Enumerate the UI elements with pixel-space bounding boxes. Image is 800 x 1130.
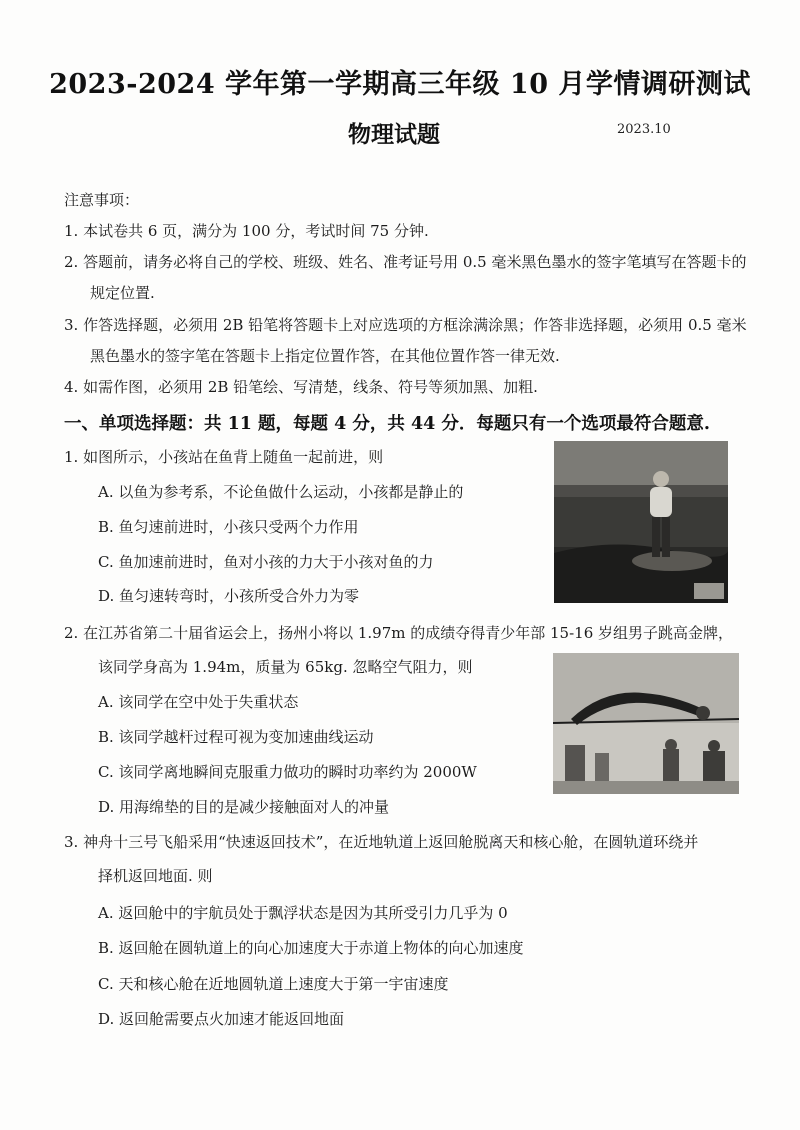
- option: C. 天和核心舱在近地圆轨道上速度大于第一宇宙速度: [98, 975, 449, 993]
- option: B. 该同学越杆过程可视为变加速曲线运动: [98, 728, 374, 746]
- option: D. 鱼匀速转弯时，小孩所受合外力为零: [98, 587, 360, 605]
- option: B. 鱼匀速前进时，小孩只受两个力作用: [98, 518, 359, 536]
- subject-title: 物理试题: [348, 121, 440, 148]
- question-stem: 该同学身高为 1.94m，质量为 65kg. 忽略空气阻力，则: [98, 658, 473, 676]
- note-item: 黑色墨水的签字笔在答题卡上指定位置作答，在其他位置作答一律无效.: [90, 347, 560, 365]
- question-stem: 1. 如图所示，小孩站在鱼背上随鱼一起前进，则: [64, 448, 384, 466]
- question-stem: 2. 在江苏省第二十届省运会上，扬州小将以 1.97m 的成绩夺得青少年部 15-16 岁组男子跳高金牌，: [64, 624, 734, 642]
- option: A. 该同学在空中处于失重状态: [98, 693, 299, 711]
- exam-date: 2023.10: [617, 122, 671, 137]
- note-item: 1. 本试卷共 6 页，满分为 100 分，考试时间 75 分钟.: [64, 222, 429, 240]
- question-stem: 择机返回地面. 则: [98, 867, 213, 885]
- note-item: 规定位置.: [90, 284, 155, 302]
- option: B. 返回舱在圆轨道上的向心加速度大于赤道上物体的向心加速度: [98, 939, 524, 957]
- option: D. 用海绵垫的目的是减少接触面对人的冲量: [98, 798, 390, 816]
- note-item: 3. 作答选择题，必须用 2B 铅笔将答题卡上对应选项的方框涂满涂黑；作答非选择题，必须用 0.5 毫米: [64, 316, 747, 334]
- option: A. 返回舱中的宇航员处于飘浮状态是因为其所受引力几乎为 0: [98, 904, 508, 922]
- exam-title: 2023-2024 学年第一学期高三年级 10 月学情调研测试: [49, 69, 751, 100]
- photo-high-jump: [553, 653, 739, 794]
- option: D. 返回舱需要点火加速才能返回地面: [98, 1010, 345, 1028]
- photo-child-on-fish: [554, 441, 728, 603]
- note-item: 2. 答题前，请务必将自己的学校、班级、姓名、准考证号用 0.5 毫米黑色墨水的签字笔填写在答题卡的: [64, 253, 747, 271]
- option: C. 该同学离地瞬间克服重力做功的瞬时功率约为 2000W: [98, 763, 477, 781]
- section-heading: 一、单项选择题：共 11 题，每题 4 分，共 44 分．每题只有一个选项最符合题意.: [64, 414, 711, 434]
- notes-heading: 注意事项：: [64, 191, 140, 209]
- note-item: 4. 如需作图，必须用 2B 铅笔绘、写清楚，线条、符号等须加黑、加粗.: [64, 378, 538, 396]
- question-stem: 3. 神舟十三号飞船采用“快速返回技术”，在近地轨道上返回舱脱离天和核心舱，在圆轨道环绕并: [64, 833, 699, 851]
- option: C. 鱼加速前进时，鱼对小孩的力大于小孩对鱼的力: [98, 553, 434, 571]
- option: A. 以鱼为参考系，不论鱼做什么运动，小孩都是静止的: [98, 483, 464, 501]
